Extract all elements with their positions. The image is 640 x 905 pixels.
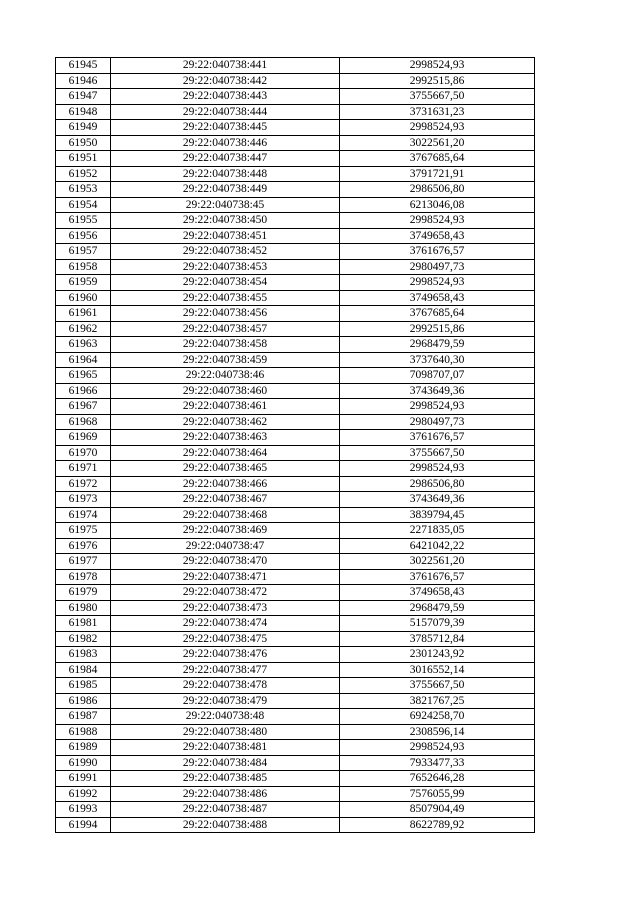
value-cell: 3022561,20 [340, 135, 535, 151]
row-number-cell: 61972 [56, 476, 111, 492]
cadastral-number-cell: 29:22:040738:450 [111, 213, 340, 229]
row-number-cell: 61970 [56, 445, 111, 461]
row-number-cell: 61979 [56, 585, 111, 601]
row-number-cell: 61964 [56, 352, 111, 368]
cadastral-number-cell: 29:22:040738:466 [111, 476, 340, 492]
row-number-cell: 61977 [56, 554, 111, 570]
row-number-cell: 61983 [56, 647, 111, 663]
cadastral-number-cell: 29:22:040738:488 [111, 817, 340, 833]
row-number-cell: 61954 [56, 197, 111, 213]
cadastral-number-cell: 29:22:040738:441 [111, 58, 340, 74]
table-row [56, 585, 535, 601]
row-number-cell: 61949 [56, 120, 111, 136]
table-row [56, 678, 535, 694]
value-cell: 2271835,05 [340, 523, 535, 539]
value-cell: 3743649,36 [340, 383, 535, 399]
cadastral-number-cell: 29:22:040738:468 [111, 507, 340, 523]
value-cell: 3731631,23 [340, 104, 535, 120]
cadastral-number-cell: 29:22:040738:47 [111, 538, 340, 554]
table-row [56, 430, 535, 446]
value-cell: 7576055,99 [340, 786, 535, 802]
row-number-cell: 61956 [56, 228, 111, 244]
table-row [56, 414, 535, 430]
row-number-cell: 61967 [56, 399, 111, 415]
value-cell: 2980497,73 [340, 259, 535, 275]
cadastral-number-cell: 29:22:040738:449 [111, 182, 340, 198]
value-cell: 2968479,59 [340, 337, 535, 353]
value-cell: 7652646,28 [340, 771, 535, 787]
table-row [56, 817, 535, 833]
value-cell: 3022561,20 [340, 554, 535, 570]
table-row [56, 631, 535, 647]
table-row [56, 182, 535, 198]
row-number-cell: 61966 [56, 383, 111, 399]
value-cell: 3767685,64 [340, 151, 535, 167]
value-cell: 3737640,30 [340, 352, 535, 368]
cadastral-number-cell: 29:22:040738:476 [111, 647, 340, 663]
row-number-cell: 61947 [56, 89, 111, 105]
table-row [56, 166, 535, 182]
table-row [56, 724, 535, 740]
data-table [55, 57, 535, 833]
cadastral-number-cell: 29:22:040738:458 [111, 337, 340, 353]
table-row [56, 600, 535, 616]
cadastral-number-cell: 29:22:040738:451 [111, 228, 340, 244]
cadastral-number-cell: 29:22:040738:454 [111, 275, 340, 291]
table-body [56, 58, 535, 833]
cadastral-number-cell: 29:22:040738:443 [111, 89, 340, 105]
table-row [56, 523, 535, 539]
row-number-cell: 61976 [56, 538, 111, 554]
table-row [56, 259, 535, 275]
row-number-cell: 61945 [56, 58, 111, 74]
value-cell: 2998524,93 [340, 120, 535, 136]
cadastral-number-cell: 29:22:040738:481 [111, 740, 340, 756]
table-row [56, 337, 535, 353]
table-row [56, 89, 535, 105]
row-number-cell: 61960 [56, 290, 111, 306]
row-number-cell: 61969 [56, 430, 111, 446]
row-number-cell: 61955 [56, 213, 111, 229]
cadastral-number-cell: 29:22:040738:463 [111, 430, 340, 446]
value-cell: 2998524,93 [340, 275, 535, 291]
value-cell: 3839794,45 [340, 507, 535, 523]
table-row [56, 445, 535, 461]
row-number-cell: 61952 [56, 166, 111, 182]
cadastral-number-cell: 29:22:040738:452 [111, 244, 340, 260]
table-row [56, 476, 535, 492]
table-row [56, 709, 535, 725]
table-row [56, 771, 535, 787]
table-row [56, 554, 535, 570]
row-number-cell: 61968 [56, 414, 111, 430]
cadastral-number-cell: 29:22:040738:445 [111, 120, 340, 136]
value-cell: 2986506,80 [340, 476, 535, 492]
value-cell: 7933477,33 [340, 755, 535, 771]
table-row [56, 693, 535, 709]
value-cell: 2998524,93 [340, 213, 535, 229]
cadastral-number-cell: 29:22:040738:448 [111, 166, 340, 182]
cadastral-number-cell: 29:22:040738:457 [111, 321, 340, 337]
table-row [56, 352, 535, 368]
table-row [56, 58, 535, 74]
row-number-cell: 61946 [56, 73, 111, 89]
row-number-cell: 61959 [56, 275, 111, 291]
table-row [56, 399, 535, 415]
table-row [56, 647, 535, 663]
row-number-cell: 61980 [56, 600, 111, 616]
table-row [56, 507, 535, 523]
cadastral-number-cell: 29:22:040738:459 [111, 352, 340, 368]
value-cell: 2968479,59 [340, 600, 535, 616]
row-number-cell: 61975 [56, 523, 111, 539]
table-row [56, 569, 535, 585]
table-row [56, 120, 535, 136]
value-cell: 3761676,57 [340, 569, 535, 585]
value-cell: 3821767,25 [340, 693, 535, 709]
value-cell: 2301243,92 [340, 647, 535, 663]
table-row [56, 228, 535, 244]
cadastral-number-cell: 29:22:040738:472 [111, 585, 340, 601]
value-cell: 6421042,22 [340, 538, 535, 554]
cadastral-number-cell: 29:22:040738:455 [111, 290, 340, 306]
table-row [56, 492, 535, 508]
cadastral-number-cell: 29:22:040738:475 [111, 631, 340, 647]
table-row [56, 104, 535, 120]
cadastral-number-cell: 29:22:040738:467 [111, 492, 340, 508]
value-cell: 3791721,91 [340, 166, 535, 182]
row-number-cell: 61953 [56, 182, 111, 198]
table-row [56, 786, 535, 802]
cadastral-number-cell: 29:22:040738:473 [111, 600, 340, 616]
table-row [56, 740, 535, 756]
cadastral-number-cell: 29:22:040738:470 [111, 554, 340, 570]
cadastral-number-cell: 29:22:040738:446 [111, 135, 340, 151]
cadastral-number-cell: 29:22:040738:465 [111, 461, 340, 477]
value-cell: 3785712,84 [340, 631, 535, 647]
value-cell: 3755667,50 [340, 445, 535, 461]
row-number-cell: 61986 [56, 693, 111, 709]
table-row [56, 802, 535, 818]
value-cell: 2998524,93 [340, 461, 535, 477]
cadastral-number-cell: 29:22:040738:474 [111, 616, 340, 632]
table-row [56, 244, 535, 260]
cadastral-number-cell: 29:22:040738:460 [111, 383, 340, 399]
table-row [56, 151, 535, 167]
cadastral-number-cell: 29:22:040738:453 [111, 259, 340, 275]
cadastral-number-cell: 29:22:040738:484 [111, 755, 340, 771]
row-number-cell: 61981 [56, 616, 111, 632]
value-cell: 8622789,92 [340, 817, 535, 833]
value-cell: 2980497,73 [340, 414, 535, 430]
value-cell: 3016552,14 [340, 662, 535, 678]
row-number-cell: 61985 [56, 678, 111, 694]
table-row [56, 755, 535, 771]
value-cell: 3767685,64 [340, 306, 535, 322]
value-cell: 3743649,36 [340, 492, 535, 508]
cadastral-number-cell: 29:22:040738:480 [111, 724, 340, 740]
cadastral-number-cell: 29:22:040738:477 [111, 662, 340, 678]
value-cell: 2986506,80 [340, 182, 535, 198]
row-number-cell: 61957 [56, 244, 111, 260]
cadastral-number-cell: 29:22:040738:486 [111, 786, 340, 802]
table-row [56, 616, 535, 632]
value-cell: 7098707,07 [340, 368, 535, 384]
value-cell: 3749658,43 [340, 290, 535, 306]
row-number-cell: 61993 [56, 802, 111, 818]
cadastral-number-cell: 29:22:040738:478 [111, 678, 340, 694]
row-number-cell: 61963 [56, 337, 111, 353]
cadastral-number-cell: 29:22:040738:469 [111, 523, 340, 539]
row-number-cell: 61992 [56, 786, 111, 802]
table-row [56, 306, 535, 322]
table-row [56, 135, 535, 151]
cadastral-number-cell: 29:22:040738:447 [111, 151, 340, 167]
row-number-cell: 61962 [56, 321, 111, 337]
row-number-cell: 61988 [56, 724, 111, 740]
value-cell: 3749658,43 [340, 585, 535, 601]
value-cell: 3761676,57 [340, 430, 535, 446]
cadastral-number-cell: 29:22:040738:485 [111, 771, 340, 787]
row-number-cell: 61973 [56, 492, 111, 508]
row-number-cell: 61987 [56, 709, 111, 725]
row-number-cell: 61961 [56, 306, 111, 322]
row-number-cell: 61971 [56, 461, 111, 477]
value-cell: 3755667,50 [340, 678, 535, 694]
table-row [56, 275, 535, 291]
row-number-cell: 61990 [56, 755, 111, 771]
value-cell: 6924258,70 [340, 709, 535, 725]
table-row [56, 538, 535, 554]
value-cell: 3749658,43 [340, 228, 535, 244]
cadastral-number-cell: 29:22:040738:462 [111, 414, 340, 430]
row-number-cell: 61965 [56, 368, 111, 384]
row-number-cell: 61989 [56, 740, 111, 756]
cadastral-number-cell: 29:22:040738:487 [111, 802, 340, 818]
cadastral-number-cell: 29:22:040738:442 [111, 73, 340, 89]
value-cell: 2308596,14 [340, 724, 535, 740]
value-cell: 5157079,39 [340, 616, 535, 632]
row-number-cell: 61984 [56, 662, 111, 678]
value-cell: 2998524,93 [340, 399, 535, 415]
table-row [56, 461, 535, 477]
row-number-cell: 61982 [56, 631, 111, 647]
table-row [56, 73, 535, 89]
table-row [56, 197, 535, 213]
row-number-cell: 61994 [56, 817, 111, 833]
cadastral-number-cell: 29:22:040738:46 [111, 368, 340, 384]
row-number-cell: 61948 [56, 104, 111, 120]
cadastral-number-cell: 29:22:040738:471 [111, 569, 340, 585]
row-number-cell: 61951 [56, 151, 111, 167]
table-row [56, 213, 535, 229]
value-cell: 3761676,57 [340, 244, 535, 260]
value-cell: 2992515,86 [340, 321, 535, 337]
value-cell: 2998524,93 [340, 740, 535, 756]
cadastral-number-cell: 29:22:040738:456 [111, 306, 340, 322]
cadastral-number-cell: 29:22:040738:479 [111, 693, 340, 709]
value-cell: 2998524,93 [340, 58, 535, 74]
cadastral-number-cell: 29:22:040738:461 [111, 399, 340, 415]
value-cell: 3755667,50 [340, 89, 535, 105]
table-row [56, 321, 535, 337]
row-number-cell: 61974 [56, 507, 111, 523]
value-cell: 6213046,08 [340, 197, 535, 213]
table-row [56, 368, 535, 384]
cadastral-number-cell: 29:22:040738:444 [111, 104, 340, 120]
cadastral-number-cell: 29:22:040738:48 [111, 709, 340, 725]
value-cell: 2992515,86 [340, 73, 535, 89]
table-row [56, 383, 535, 399]
row-number-cell: 61950 [56, 135, 111, 151]
row-number-cell: 61958 [56, 259, 111, 275]
row-number-cell: 61978 [56, 569, 111, 585]
table-row [56, 290, 535, 306]
cadastral-number-cell: 29:22:040738:464 [111, 445, 340, 461]
value-cell: 8507904,49 [340, 802, 535, 818]
cadastral-number-cell: 29:22:040738:45 [111, 197, 340, 213]
table-row [56, 662, 535, 678]
row-number-cell: 61991 [56, 771, 111, 787]
